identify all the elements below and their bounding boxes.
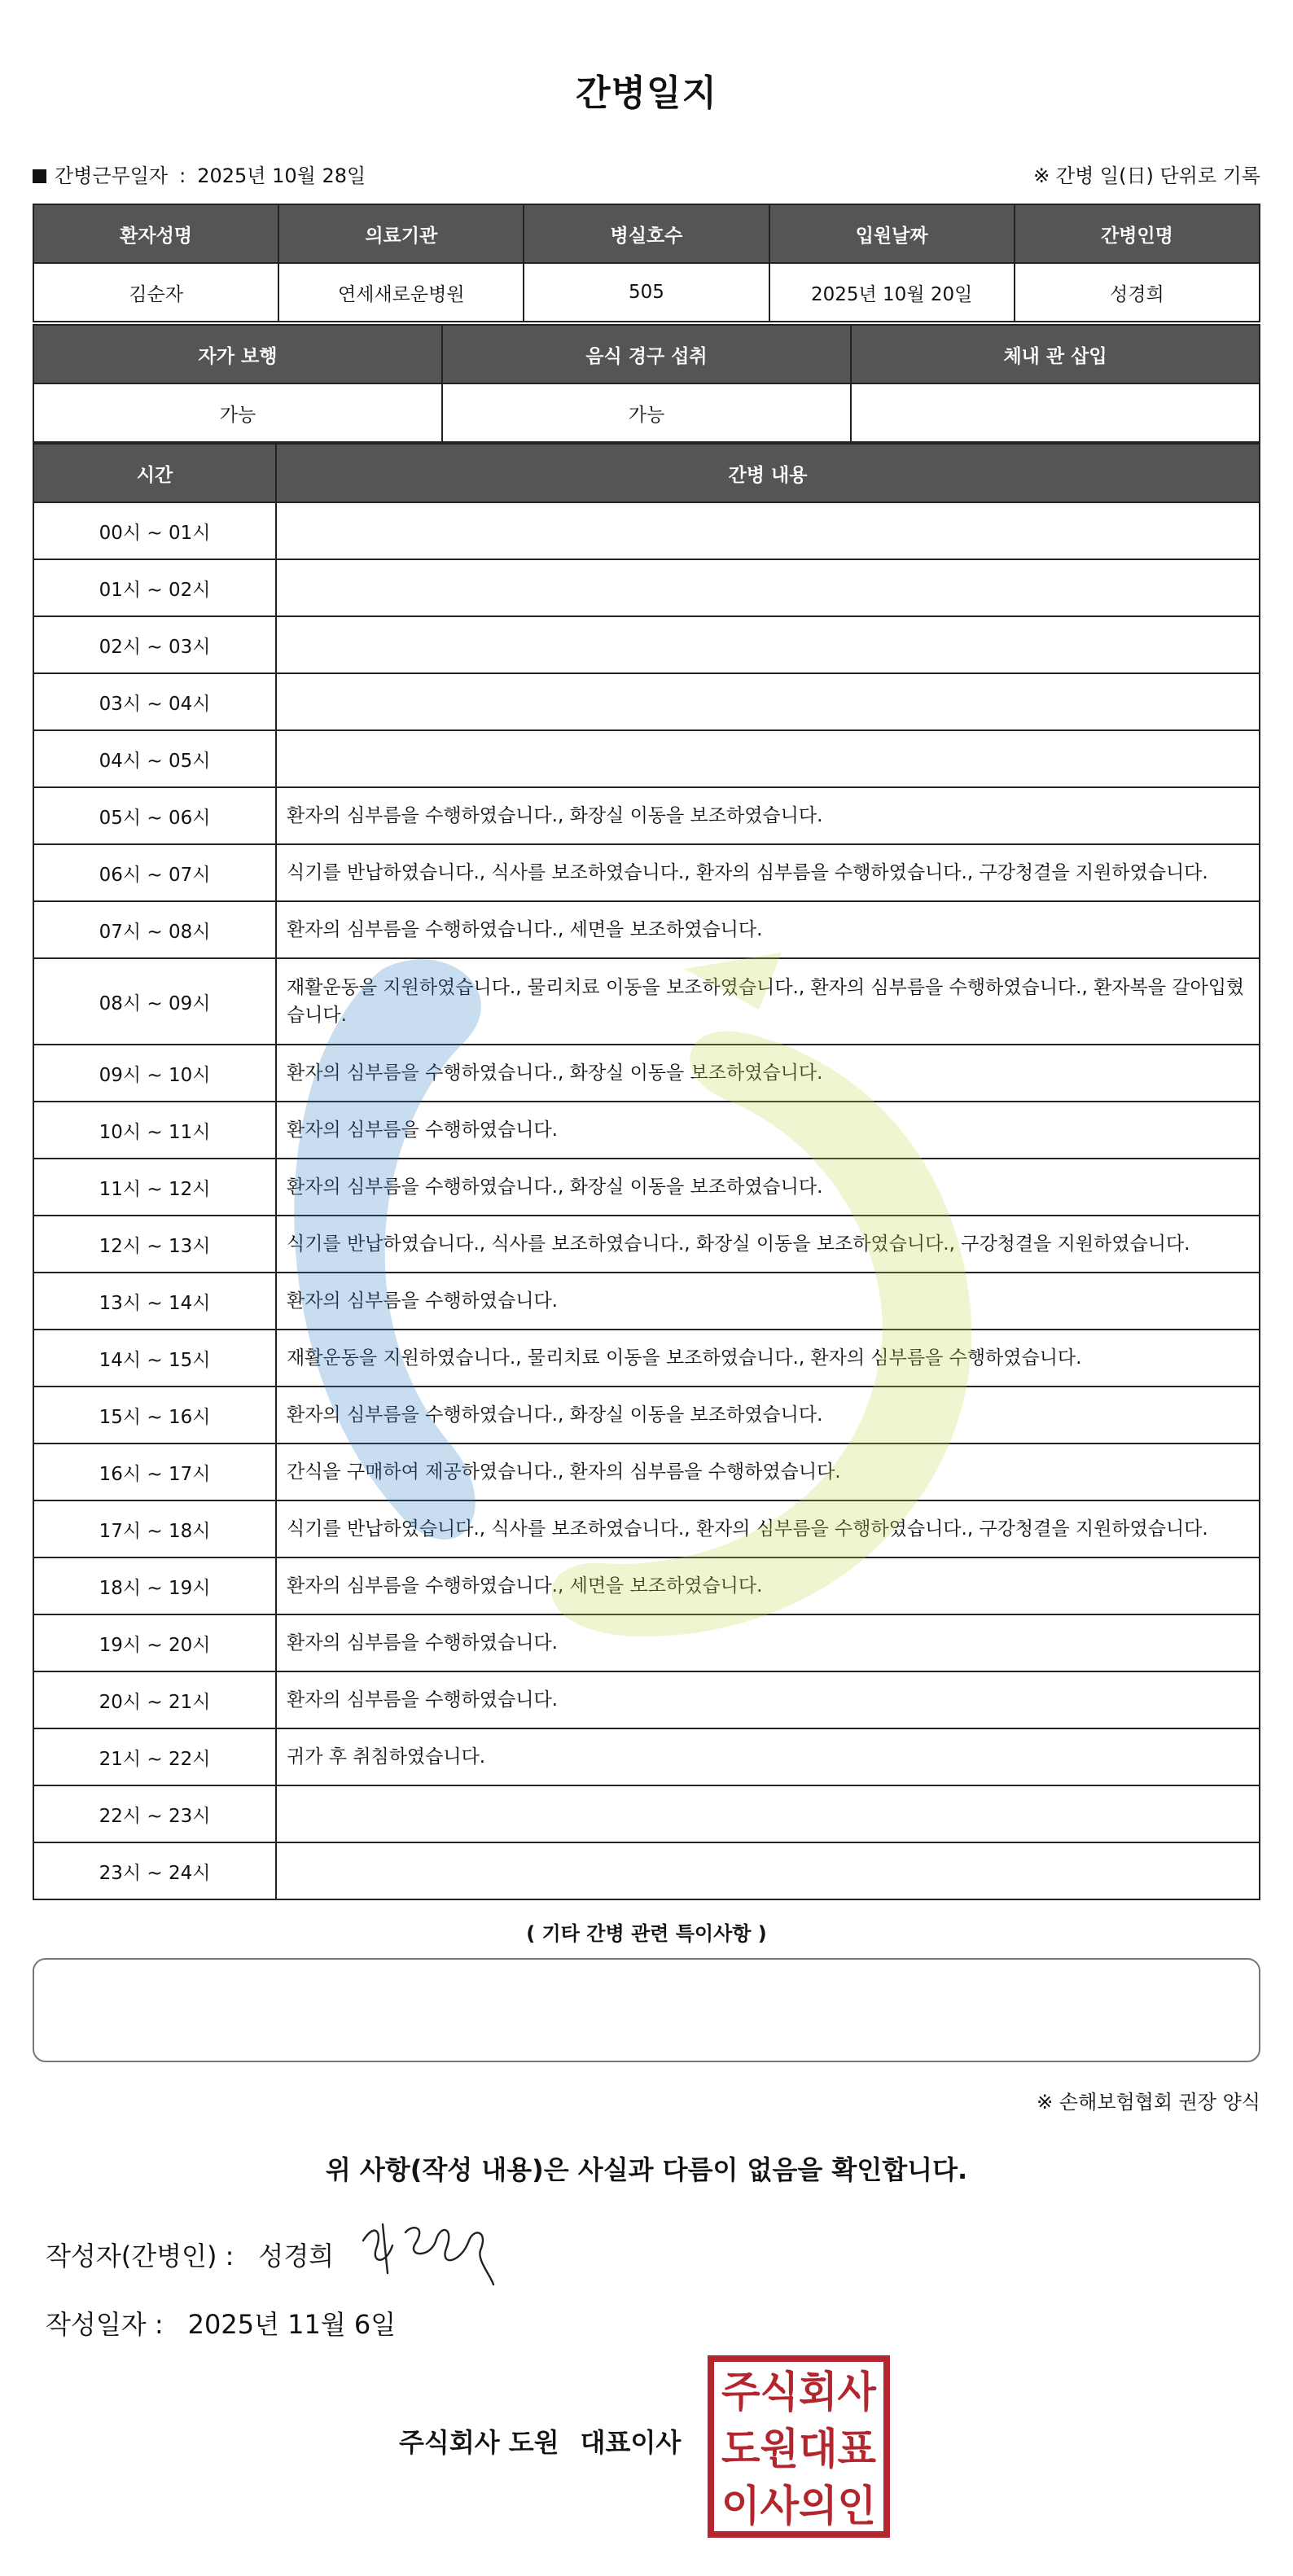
company-name: 주식회사 도원 (399, 2427, 559, 2458)
patient-name: 김순자 (33, 263, 278, 322)
time-cell: 11시 ~ 12시 (33, 1159, 276, 1216)
time-cell: 20시 ~ 21시 (33, 1671, 276, 1728)
time-cell: 23시 ~ 24시 (33, 1842, 276, 1899)
work-date-colon: : (179, 164, 186, 187)
writer-name: 성경희 (258, 2241, 335, 2272)
table-row (33, 1159, 1260, 1216)
care-content-cell (276, 730, 1260, 787)
table-row (33, 1842, 1260, 1899)
signature (358, 2216, 497, 2289)
table-row (33, 1500, 1260, 1557)
work-date (33, 160, 366, 188)
care-content-cell: 귀가 후 취침하였습니다. (276, 1728, 1260, 1785)
time-cell: 19시 ~ 20시 (33, 1614, 276, 1671)
company-seal (707, 2355, 891, 2539)
written-date-line (46, 2304, 396, 2342)
care-content-cell: 환자의 심부름을 수행하였습니다., 세면을 보조하였습니다. (276, 1557, 1260, 1614)
special-notes-title: ( 기타 간병 관련 특이사항 ) (526, 1922, 767, 1945)
table-row (33, 901, 1260, 958)
care-content-cell: 환자의 심부름을 수행하였습니다., 화장실 이동을 보조하였습니다. (276, 1045, 1260, 1102)
care-content-cell (276, 616, 1260, 673)
patient-name-header: 환자성명 (33, 204, 278, 263)
care-content-cell: 환자의 심부름을 수행하였습니다., 화장실 이동을 보조하였습니다. (276, 1387, 1260, 1444)
admission-date: 2025년 10월 20일 (769, 263, 1015, 322)
care-content-cell: 환자의 심부름을 수행하였습니다., 세면을 보조하였습니다. (276, 901, 1260, 958)
care-log-table (33, 443, 1260, 1900)
table-row (33, 1216, 1260, 1273)
time-cell: 03시 ~ 04시 (33, 673, 276, 730)
table-row (33, 616, 1260, 673)
time-header: 시간 (33, 444, 276, 502)
room-number: 505 (524, 263, 769, 322)
table-row (33, 1330, 1260, 1387)
time-cell: 08시 ~ 09시 (33, 958, 276, 1045)
time-cell: 14시 ~ 15시 (33, 1330, 276, 1387)
care-content-cell: 환자의 심부름을 수행하였습니다. (276, 1671, 1260, 1728)
care-content-header: 간병 내용 (276, 444, 1260, 502)
patient-info-table (33, 204, 1260, 322)
work-date-label: 간병근무일자 (55, 164, 169, 187)
meta-row (33, 160, 1260, 192)
page-title: 간병일지 (575, 72, 717, 114)
square-bullet-icon (33, 169, 46, 183)
walking-value: 가능 (33, 383, 442, 442)
table-row (33, 1102, 1260, 1159)
table-row (33, 1671, 1260, 1728)
admission-date-header: 입원날짜 (769, 204, 1015, 263)
time-cell: 21시 ~ 22시 (33, 1728, 276, 1785)
care-content-cell: 환자의 심부름을 수행하였습니다. (276, 1273, 1260, 1330)
walking-header: 자가 보행 (33, 325, 442, 383)
time-cell: 02시 ~ 03시 (33, 616, 276, 673)
time-cell: 10시 ~ 11시 (33, 1102, 276, 1159)
written-date-label: 작성일자 : (46, 2309, 164, 2340)
table-row (33, 502, 1260, 559)
time-cell: 12시 ~ 13시 (33, 1216, 276, 1273)
caregiver-name: 성경희 (1015, 263, 1260, 322)
care-content-cell: 환자의 심부름을 수행하였습니다., 화장실 이동을 보조하였습니다. (276, 787, 1260, 844)
care-content-cell: 식기를 반납하였습니다., 식사를 보조하였습니다., 환자의 심부름을 수행하였습니다., 구강청결을 지원하였습니다. (276, 844, 1260, 901)
tube-header: 체내 관 삽입 (851, 325, 1260, 383)
table-row (33, 1387, 1260, 1444)
time-cell: 18시 ~ 19시 (33, 1557, 276, 1614)
time-cell: 04시 ~ 05시 (33, 730, 276, 787)
time-cell: 13시 ~ 14시 (33, 1273, 276, 1330)
oral-intake-header: 음식 경구 섭취 (442, 325, 851, 383)
written-date-value: 2025년 11월 6일 (187, 2309, 397, 2340)
care-log-body (33, 502, 1260, 1899)
confirmation-statement: 위 사항(작성 내용)은 사실과 다름이 없음을 확인합니다. (325, 2154, 968, 2185)
table-row (33, 1045, 1260, 1102)
care-content-cell (276, 1842, 1260, 1899)
care-content-cell: 환자의 심부름을 수행하였습니다., 화장실 이동을 보조하였습니다. (276, 1159, 1260, 1216)
table-row (33, 844, 1260, 901)
seal-line-2: 도원대표 (721, 2425, 876, 2474)
work-date-value: 2025년 10월 28일 (197, 164, 366, 187)
writer-line (46, 2236, 334, 2273)
care-content-cell: 간식을 구매하여 제공하였습니다., 환자의 심부름을 수행하였습니다. (276, 1444, 1260, 1500)
care-content-cell: 식기를 반납하였습니다., 식사를 보조하였습니다., 화장실 이동을 보조하였습니다., 구강청결을 지원하였습니다. (276, 1216, 1260, 1273)
time-cell: 05시 ~ 06시 (33, 787, 276, 844)
oral-intake-value: 가능 (442, 383, 851, 442)
care-content-cell: 재활운동을 지원하였습니다., 물리치료 이동을 보조하였습니다., 환자의 심부름을 수행하였습니다. (276, 1330, 1260, 1387)
care-content-cell (276, 502, 1260, 559)
time-cell: 09시 ~ 10시 (33, 1045, 276, 1102)
care-content-cell (276, 1785, 1260, 1842)
form-note: ※ 손해보험협회 권장 양식 (1037, 2091, 1260, 2114)
writer-label: 작성자(간병인) : (46, 2241, 234, 2272)
time-cell: 17시 ~ 18시 (33, 1500, 276, 1557)
tube-value (851, 383, 1260, 442)
table-row (33, 1273, 1260, 1330)
time-cell: 15시 ~ 16시 (33, 1387, 276, 1444)
care-content-cell (276, 559, 1260, 616)
table-row (33, 1728, 1260, 1785)
table-row (33, 958, 1260, 1045)
table-row (33, 1557, 1260, 1614)
care-content-cell: 환자의 심부름을 수행하였습니다. (276, 1614, 1260, 1671)
caregiver-header: 간병인명 (1015, 204, 1260, 263)
time-cell: 06시 ~ 07시 (33, 844, 276, 901)
patient-condition-table (33, 324, 1260, 443)
table-row (33, 1614, 1260, 1671)
seal-line-1: 주식회사 (721, 2368, 877, 2417)
room-header: 병실호수 (524, 204, 769, 263)
company-rep-title: 대표이사 (580, 2427, 682, 2458)
time-cell: 07시 ~ 08시 (33, 901, 276, 958)
time-cell: 01시 ~ 02시 (33, 559, 276, 616)
time-cell: 00시 ~ 01시 (33, 502, 276, 559)
time-cell: 22시 ~ 23시 (33, 1785, 276, 1842)
table-row (33, 730, 1260, 787)
special-notes-box (33, 1958, 1260, 2062)
seal-line-3: 이사의인 (721, 2482, 876, 2531)
care-content-cell: 재활운동을 지원하였습니다., 물리치료 이동을 보조하였습니다., 환자의 심부름을 수행하였습니다., 환자복을 갈아입혔습니다. (276, 958, 1260, 1045)
table-row (33, 1444, 1260, 1500)
company-line (399, 2422, 681, 2460)
table-row (33, 673, 1260, 730)
hospital-header: 의료기관 (278, 204, 524, 263)
care-content-cell: 식기를 반납하였습니다., 식사를 보조하였습니다., 환자의 심부름을 수행하였습니다., 구강청결을 지원하였습니다. (276, 1500, 1260, 1557)
table-row (33, 787, 1260, 844)
care-content-cell: 환자의 심부름을 수행하였습니다. (276, 1102, 1260, 1159)
care-content-cell (276, 673, 1260, 730)
table-row (33, 1785, 1260, 1842)
record-note: ※ 간병 일(日) 단위로 기록 (1033, 164, 1260, 187)
table-row (33, 559, 1260, 616)
hospital-name: 연세새로운병원 (278, 263, 524, 322)
time-cell: 16시 ~ 17시 (33, 1444, 276, 1500)
